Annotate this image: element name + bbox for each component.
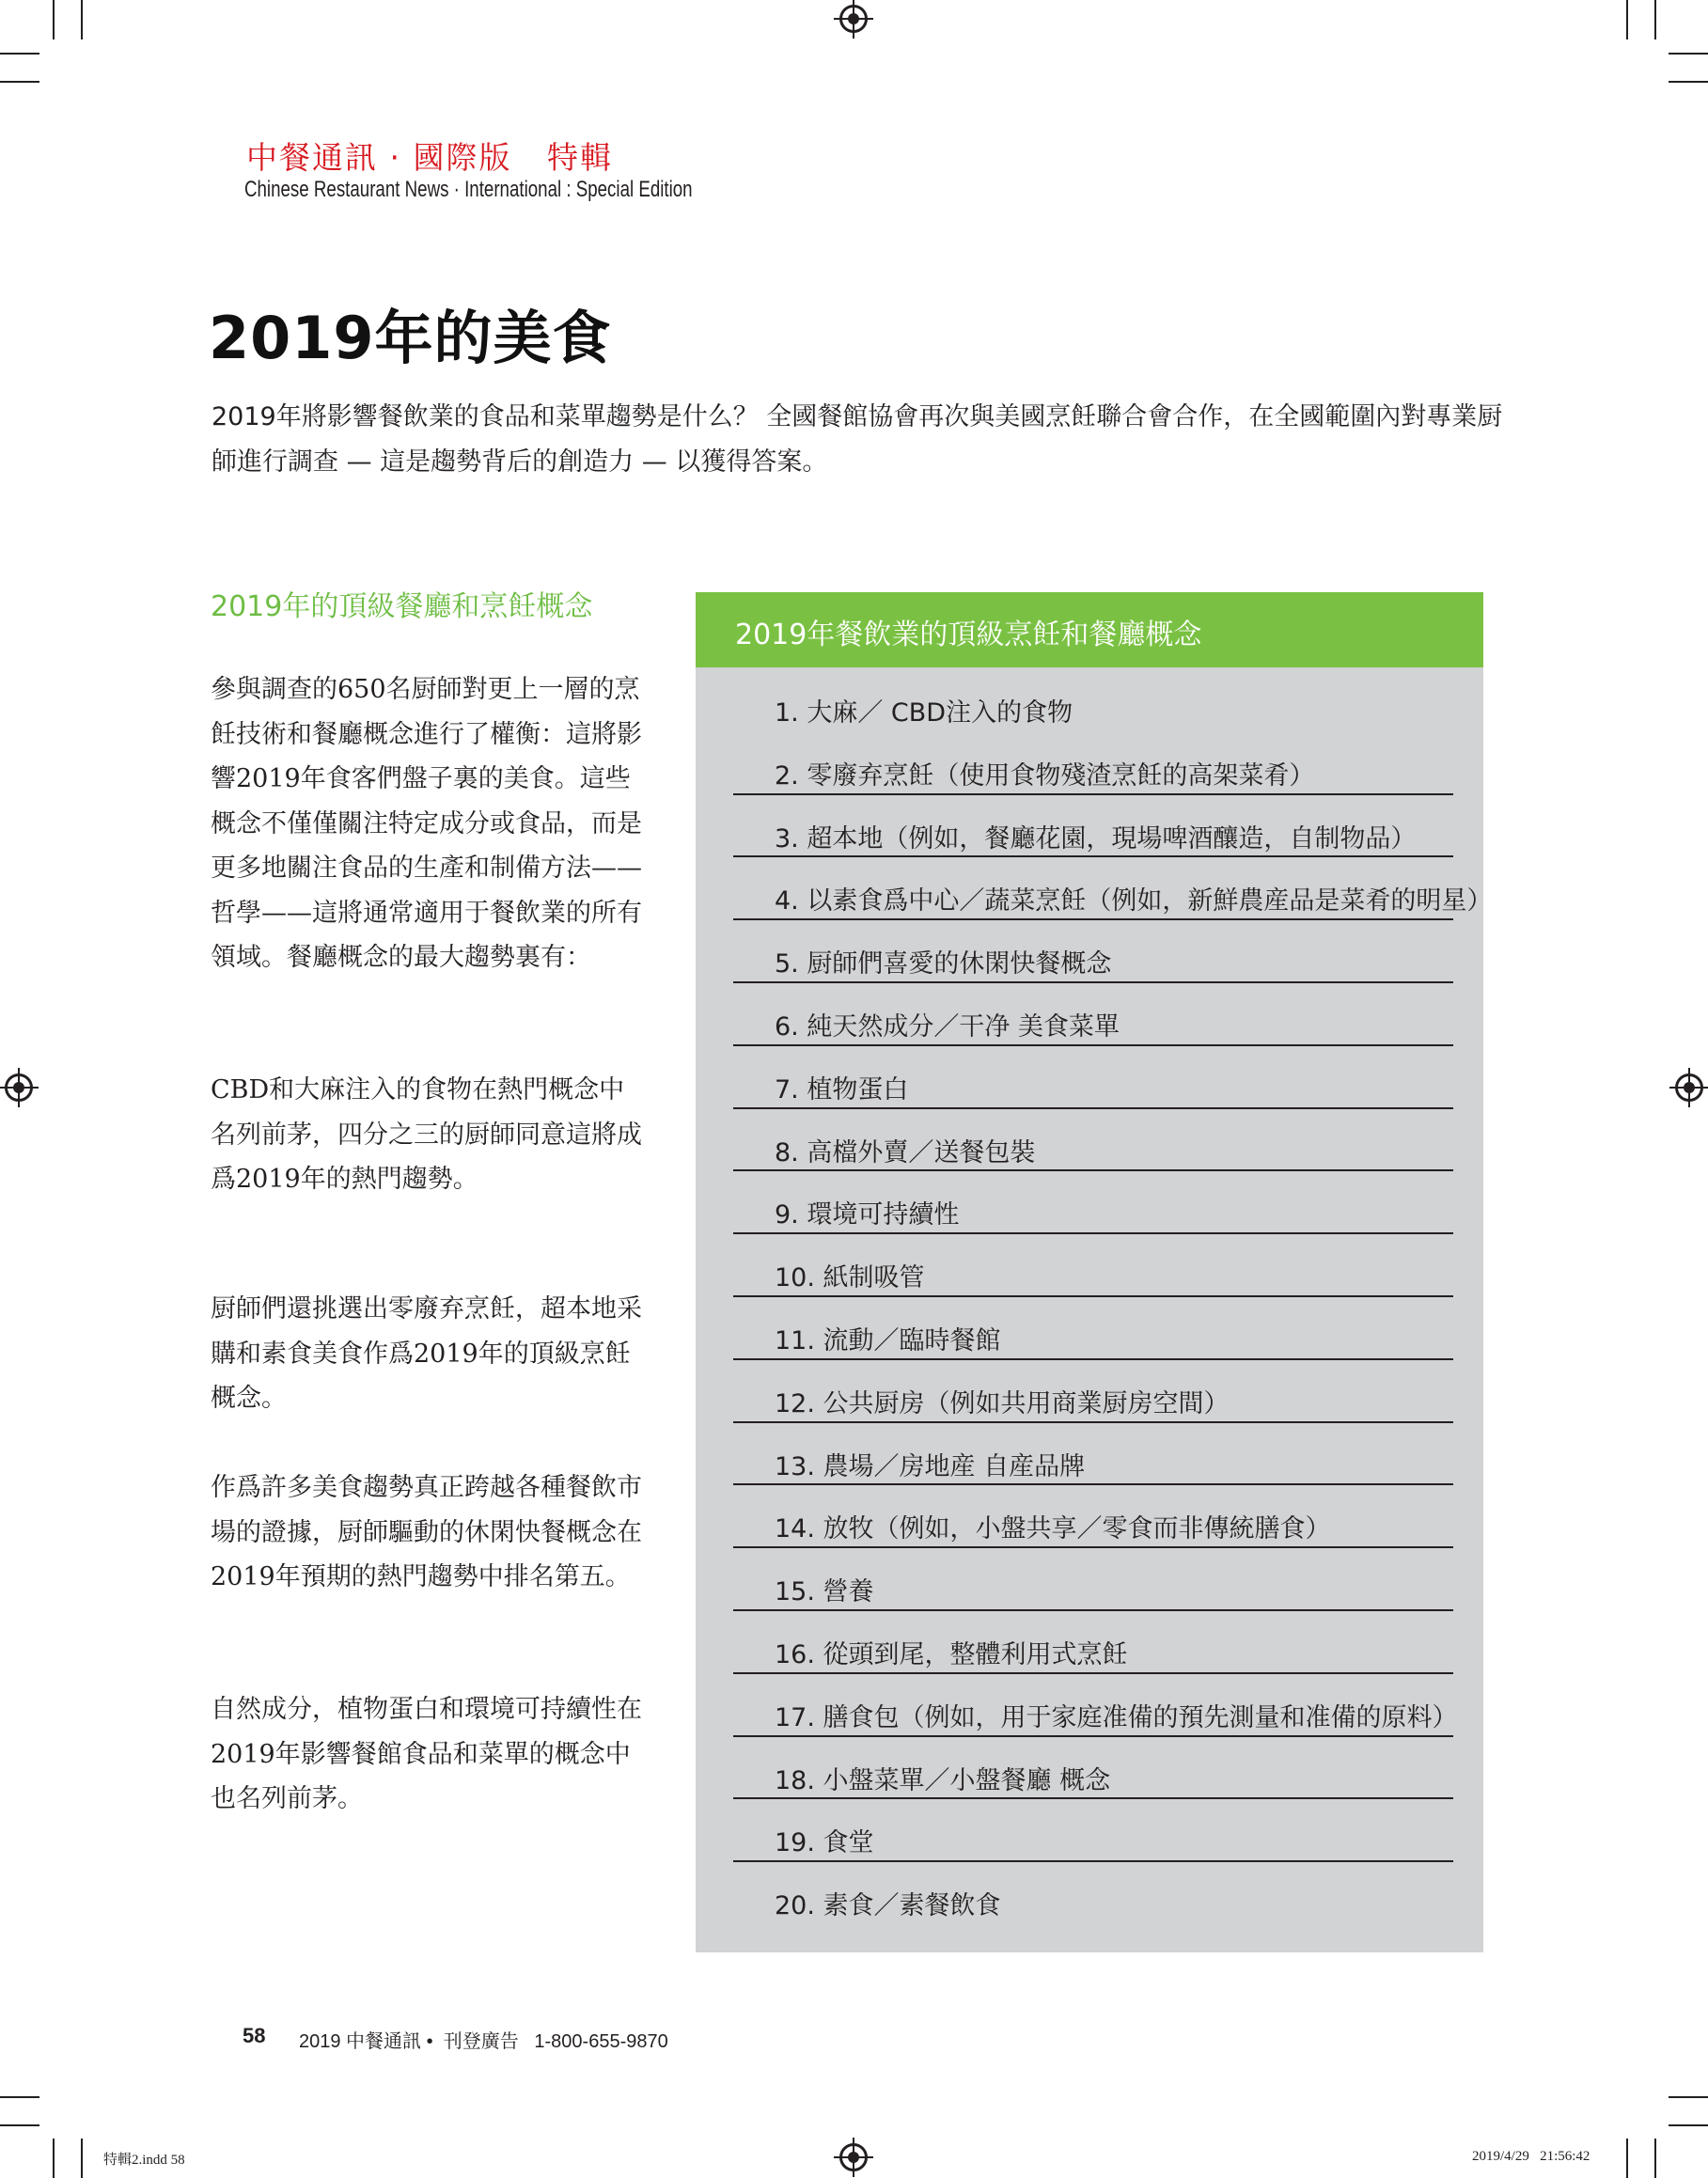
registration-mark-icon [1675, 1073, 1703, 1102]
trends-panel-heading: 2019年餐飲業的頂級烹飪和餐廳概念 [696, 592, 1483, 667]
masthead: 中餐通訊 · 國際版 特輯 [246, 139, 613, 176]
crop-mark [1669, 2124, 1708, 2126]
body-column [211, 667, 643, 980]
list-item: 9. 環境可持續性 [733, 1171, 1453, 1234]
crop-mark [1626, 0, 1628, 39]
registration-mark-icon [5, 1073, 33, 1102]
list-item: 4. 以素食爲中心／蔬菜烹飪（例如，新鮮農産品是菜肴的明星） [733, 857, 1453, 920]
crop-mark [1626, 2139, 1628, 2178]
list-item: 7. 植物蛋白 [733, 1046, 1453, 1109]
crop-mark [1669, 53, 1708, 55]
list-item: 6. 純天然成分／干净 美食菜單 [733, 983, 1453, 1046]
list-item: 12. 公共厨房（例如共用商業厨房空間） [733, 1360, 1453, 1423]
list-item: 11. 流動／臨時餐館 [733, 1297, 1453, 1360]
crop-mark [0, 2124, 39, 2126]
crop-mark [1669, 2096, 1708, 2098]
list-item: 14. 放牧（例如，小盤共享／零食而非傳統膳食） [733, 1485, 1453, 1548]
print-slug-timestamp: 2019/4/29 21:56:42 [1472, 2149, 1590, 2164]
body-column [211, 1465, 643, 1600]
list-item: 16. 從頭到尾，整體利用式烹飪 [733, 1611, 1453, 1674]
crop-mark [0, 53, 39, 55]
section-heading: 2019年的頂級餐廳和烹飪概念 [211, 590, 593, 623]
crop-mark [81, 0, 83, 39]
crop-mark [1669, 81, 1708, 83]
list-item: 5. 厨師們喜愛的休閑快餐概念 [733, 920, 1453, 983]
list-item: 13. 農場／房地産 自産品牌 [733, 1423, 1453, 1486]
crop-mark [1654, 0, 1656, 39]
registration-mark-icon [839, 2143, 868, 2171]
masthead-subtitle: Chinese Restaurant News · International : Special Edition [244, 177, 693, 202]
list-item: 1. 大麻／ CBD注入的食物 [775, 698, 1073, 728]
body-column [211, 1287, 643, 1421]
crop-mark [0, 81, 39, 83]
print-slug-file: 特輯2.indd 58 [103, 2153, 185, 2168]
list-item: 10. 紙制吸管 [733, 1234, 1453, 1297]
list-item: 3. 超本地（例如，餐廳花園，現場啤酒釀造，自制物品） [733, 795, 1453, 858]
intro-paragraph: 2019年將影響餐飲業的食品和菜單趨勢是什么？ 全國餐館協會再次與美國烹飪聯合會合作，在全國範圍內對專業厨師進行調查 — 這是趨勢背后的創造力 — 以獲得答案。 [212, 402, 1503, 477]
crop-mark [0, 2096, 39, 2098]
page-number: 58 [243, 2024, 266, 2047]
list-item: 2. 零廢弃烹飪（使用食物殘渣烹飪的高架菜肴） [733, 732, 1453, 795]
registration-mark-icon [839, 5, 868, 33]
list-item: 18. 小盤菜單／小盤餐廳 概念 [733, 1737, 1453, 1800]
body-paragraph: 作爲許多美食趨勢真正跨越各種餐飲市場的證據，厨師驅動的休閑快餐概念在2019年預期的熱門趨勢中排名第五。 [211, 1473, 642, 1591]
list-item: 15. 營養 [733, 1548, 1453, 1611]
footer-text: 2019 中餐通訊 • 刊登廣告 1-800-655-9870 [299, 2031, 668, 2052]
list-item: 8. 高檔外賣／送餐包裝 [733, 1109, 1453, 1172]
crop-mark [1654, 2139, 1656, 2178]
list-item: 17. 膳食包（例如，用于家庭准備的預先測量和准備的原料） [733, 1674, 1453, 1737]
list-item: 20. 素食／素餐飲食 [775, 1891, 1001, 1921]
body-paragraph: 自然成分，植物蛋白和環境可持續性在2019年影響餐館食品和菜單的概念中也名列前茅。 [211, 1695, 642, 1813]
crop-mark [81, 2139, 83, 2178]
body-column [211, 1687, 643, 1822]
body-column [211, 1068, 643, 1202]
body-paragraph: CBD和大麻注入的食物在熱門概念中名列前茅，四分之三的厨師同意這將成爲2019年的熱門趨勢。 [211, 1075, 642, 1194]
body-paragraph: 參與調查的650名厨師對更上一層的烹飪技術和餐廳概念進行了權衡：這將影響2019年食客們盤子裏的美食。這些概念不僅僅關注特定成分或食品，而是更多地關注食品的生產和制備方法——哲學——這將通常適用于餐飲業的所有領域。餐廳概念的最大趨勢裏有： [211, 675, 642, 972]
crop-mark [53, 2139, 55, 2178]
page-title: 2019年的美食 [209, 304, 612, 372]
list-item: 19. 食堂 [733, 1799, 1453, 1862]
crop-mark [53, 0, 55, 39]
trends-list [696, 669, 1493, 1925]
body-paragraph: 厨師們還挑選出零廢弃烹飪，超本地采購和素食美食作爲2019年的頂級烹飪概念。 [211, 1294, 642, 1413]
